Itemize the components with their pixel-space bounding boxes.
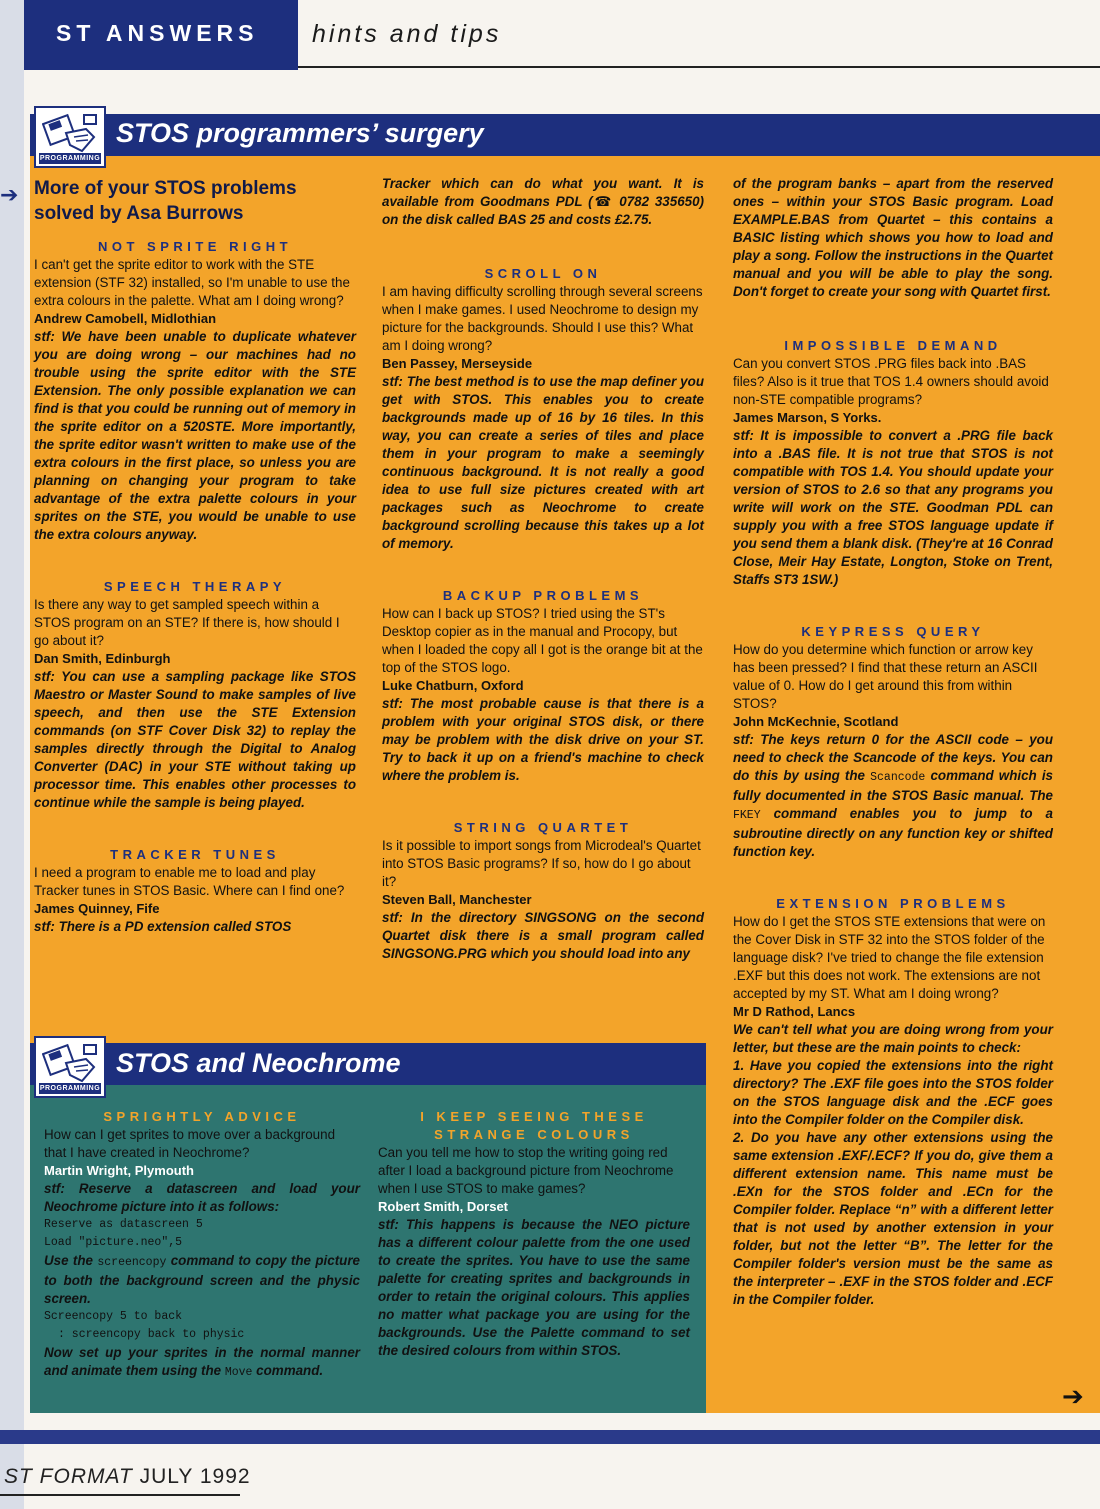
code-line: Load "picture.neo",5 — [44, 1236, 183, 1249]
answer-body: command which is fully documented in the STOS Basic manual. The — [733, 768, 1053, 803]
question-author: Steven Ball, Manchester — [382, 892, 532, 907]
code-line: : screencopy back to physic — [58, 1328, 245, 1341]
section-header: ST ANSWERS — [24, 0, 298, 70]
footer-credit — [4, 1465, 251, 1489]
answer-body: You can use a sampling package like STOS Maestro or Master Sound to make samples of live speech, and then use the STE Extension commands (on STF Cover Disk 32) to replay the samples directly through the Digital to Analog Converter (DAC) in your STE without taking up processor time. This enables other processes to continue while the sample is being played. — [34, 669, 357, 810]
question-author: Andrew Camobell, Midlothian — [34, 311, 217, 326]
surgery-column-3 — [733, 175, 1053, 1309]
surgery-column-1 — [34, 176, 356, 936]
answer-body: command to copy the picture to both the background screen and the physic screen. — [44, 1253, 360, 1306]
answer-label: stf: — [382, 374, 403, 389]
answer-body: We have been unable to duplicate whatever you are doing wrong – our machines had no trouble using the sprite editor with the STE Extension. The only possible explanation we can find is that you could be running out of memory in the sprite editor on a 520STE. More importantly, the sprite editor wasn't written to make use of the extra colours in the first place, so unless you are planning on changing your program to take advantage of the extra palette colours in your sprites on the STE, you would be unable to use the extra colours anyway. — [34, 329, 356, 542]
neochrome-column-left — [44, 1092, 360, 1382]
answer-label: stf: — [34, 919, 55, 934]
answer-text — [378, 1216, 690, 1360]
question-text: Is it possible to import songs from Microdeal's Quartet into STOS Basic programs? If so, how do I go about it? — [382, 838, 701, 889]
answer-label: stf: — [382, 696, 403, 711]
question-author: Robert Smith, Dorset — [378, 1199, 509, 1214]
issue-date: JULY 1992 — [139, 1465, 251, 1488]
question-text: Is there any way to get sampled speech within a STOS program on an STE? If there is, how should I go about it? — [34, 597, 340, 648]
answer-point: 1. Have you copied the extensions into the right directory? The .EXF file goes into the STOS folder on the STOS language disk and the .ECF goes into the Compiler folder on the Compiler disk. — [733, 1058, 1053, 1127]
question-author: Dan Smith, Edinburgh — [34, 651, 171, 666]
question-heading: BACKUP PROBLEMS — [442, 588, 644, 603]
question-author: James Marson, S Yorks. — [733, 410, 882, 425]
answer-body: Reserve a datascreen and load your Neochrome picture into it as follows: — [44, 1181, 360, 1214]
neochrome-column-right — [378, 1092, 690, 1360]
question-heading: KEYPRESS QUERY — [801, 624, 985, 639]
question-heading: NOT SPRITE RIGHT — [97, 239, 293, 254]
answer-text — [382, 695, 704, 785]
answer-text — [733, 427, 1053, 589]
answer-body: command enables you to jump to a subroutine directly on any function key or shifted function key. — [733, 806, 1053, 859]
code-inline: Scancode — [870, 771, 926, 784]
answer-body: The best method is to use the map definer you get with STOS. This enables you to create backgrounds made up of 16 by 16 tiles. In this way, you can create a series of tiles and place them in your program to make a seemingly continuous background. It is not really a good idea to use full size pictures created with art packages such as Neochrome to create background scrolling because this takes up a lot of memory. — [382, 374, 704, 551]
answer-text: Tracker which can do what you want. It is available from Goodmans PDL (☎ 0782 335650) on the disk called BAS 25 and costs £2.75. — [382, 176, 704, 227]
surgery-title-band — [30, 114, 1100, 156]
answer-body: There is a PD extension called STOS — [58, 919, 292, 934]
answer-label: stf: — [733, 428, 754, 443]
footer-rule — [0, 1494, 240, 1496]
question-author: Mr D Rathod, Lancs — [733, 1004, 856, 1019]
footer-bar — [0, 1430, 1100, 1444]
answer-body: The keys return 0 for the ASCII code – you need to check the Scancode of the keys. You can do this by using the — [733, 732, 1053, 783]
intro-text: More of your STOS problems solved by Asa Burrows — [34, 178, 297, 224]
programming-logo — [34, 106, 106, 168]
question-text: How do you determine which function or arrow key has been pressed? I find that these return an ASCII value of 0. How do I get around this from within STOS? — [733, 642, 1038, 711]
answer-label: stf: — [44, 1181, 65, 1196]
answer-point: 2. Do you have any other extensions using the same extension .EXF/.ECF? If you do, give them a different extension name. This name must be .EXn for the STOS folder and .ECn for the Compiler folder. Replace “n” with a different letter that is not used by another extension in your folder, but not the letter “B”. The letter for the Compiler folder's version must be the same as the interpreter – .EXF in the STOS folder and .ECF in the Compiler folder. — [733, 1130, 1053, 1307]
neochrome-title-band — [30, 1043, 706, 1085]
question-author: Ben Passey, Merseyside — [382, 356, 533, 371]
question-text: How can I back up STOS? I tried using the ST's Desktop copier as in the manual and Procopy, but when I loaded the copy all I got is the orange bit at the top of the STOS logo. — [382, 606, 703, 675]
answer-text — [34, 328, 356, 544]
answer-label: stf: — [378, 1217, 399, 1232]
header-rule — [298, 66, 1100, 68]
disk-hand-icon — [42, 111, 100, 155]
code-line: Reserve as datascreen 5 — [44, 1218, 203, 1231]
logo-label: PROGRAMMING — [39, 1085, 101, 1092]
answer-label: stf: — [34, 329, 55, 344]
left-margin-strip — [0, 0, 24, 1509]
disk-hand-icon — [42, 1041, 100, 1085]
answer-text — [382, 909, 704, 963]
answer-body: This happens is because the NEO picture has a different colour palette from the one used to create the sprites. You have to use the same palette for creating sprites and backgrounds in order to retain the original colours. This applies no matter what package you are using for the backgrounds. Use the Palette command to set the desired colours from within STOS. — [378, 1217, 690, 1358]
question-heading: STRING QUARTET — [453, 820, 633, 835]
answer-body: The most probable cause is that there is a problem with your original STOS disk, or there may be problem with the disk drive on your ST. Try to back it up on a friend's machine to check where the problem is. — [382, 696, 704, 783]
answer-text — [44, 1252, 360, 1308]
answer-text — [382, 373, 704, 553]
surgery-column-2 — [382, 175, 704, 963]
question-heading: EXTENSION PROBLEMS — [776, 896, 1010, 911]
code-inline: screencopy — [97, 1256, 167, 1269]
magazine-name: ST FORMAT — [4, 1465, 133, 1488]
question-text: Can you convert STOS .PRG files back into .BAS files? Also is it true that TOS 1.4 owners should avoid non-STE compatible programs? — [733, 356, 1049, 407]
answer-text: of the program banks – apart from the reserved ones – within your STOS Basic program. Load EXAMPLE.BAS from Quartet – this contains a BASIC listing which shows you how to load and play a song. Follow the instructions in the Quartet manual and you will be able to play the song. Don't forget to create your song with Quartet first. — [733, 176, 1053, 299]
answer-label: stf: — [382, 910, 403, 925]
code-line: Screencopy 5 to back — [44, 1310, 183, 1323]
answer-body: command. — [256, 1363, 324, 1378]
question-author: Martin Wright, Plymouth — [44, 1163, 194, 1178]
answer-text — [733, 731, 1053, 861]
answer-text — [44, 1180, 360, 1216]
code-inline: FKEY — [733, 809, 761, 822]
question-heading: SCROLL ON — [484, 266, 602, 281]
question-text: I am having difficulty scrolling through several screens when I make games. I used Neochrome to design my picture for the backgrounds. Should I use this? What am I doing wrong? — [382, 284, 703, 353]
logo-label: PROGRAMMING — [39, 155, 101, 162]
answer-text — [44, 1344, 360, 1382]
question-author: Luke Chatburn, Oxford — [382, 678, 524, 693]
code-inline: Move — [224, 1366, 253, 1379]
section-subtitle: hints and tips — [312, 20, 502, 48]
answer-label: stf: — [34, 669, 55, 684]
question-text: I need a program to enable me to load and play Tracker tunes in STOS Basic. Where can I find one? — [34, 865, 345, 898]
question-heading: IMPOSSIBLE DEMAND — [784, 338, 1002, 353]
answer-body: Now set up your sprites in the normal manner and animate them using the — [44, 1345, 360, 1378]
answer-text — [34, 918, 356, 936]
question-heading: I KEEP SEEING THESE STRANGE COLOURS — [420, 1109, 648, 1142]
answer-text — [34, 668, 356, 812]
question-author: James Quinney, Fife — [34, 901, 160, 916]
neochrome-title: STOS and Neochrome — [116, 1048, 401, 1078]
surgery-title: STOS programmers’ surgery — [116, 118, 484, 148]
answer-body: In the directory SINGSONG on the second Quartet disk there is a small program called SINGSONG.PRG which you should load into any — [382, 910, 704, 961]
arrow-right-icon: ➔ — [1062, 1381, 1084, 1411]
question-text: I can't get the sprite editor to work with the STE extension (STF 32) installed, so I'm unable to use the extra colours in the palette. What am I doing wrong? — [34, 257, 350, 308]
question-heading: SPEECH THERAPY — [103, 579, 287, 594]
answer-body: Use the — [44, 1253, 93, 1268]
answer-text: We can't tell what you are doing wrong from your letter, but these are the main points to check: — [733, 1022, 1053, 1055]
question-text: How can I get sprites to move over a background that I have created in Neochrome? — [44, 1127, 336, 1160]
question-heading: TRACKER TUNES — [110, 847, 280, 862]
arrow-right-icon: ➔ — [0, 182, 19, 207]
programming-logo — [34, 1036, 106, 1098]
answer-label: stf: — [733, 732, 754, 747]
question-heading: SPRIGHTLY ADVICE — [103, 1109, 301, 1124]
question-text: How do I get the STOS STE extensions that were on the Cover Disk in STF 32 into the STOS folder of the language disk? I've tried to change the file extension .EXF but this does not work. The extensions are not accepted by my ST. What am I doing wrong? — [733, 914, 1046, 1001]
answer-body: It is impossible to convert a .PRG file back into a .BAS file. It is not true that STOS is not compatible with TOS 1.4. You should update your version of STOS to 2.6 so that any programs you write will work on the STE. Goodman PDL can supply you with a free STOS language update if you send them a blank disk. (They're at 16 Conrad Close, Meir Hay Estate, Longton, Stoke on Trent, Staffs ST3 1SW.) — [733, 428, 1053, 587]
question-text: Can you tell me how to stop the writing going red after I load a background picture from Neochrome when I use STOS to make games? — [378, 1145, 674, 1196]
question-author: John McKechnie, Scotland — [733, 714, 899, 729]
